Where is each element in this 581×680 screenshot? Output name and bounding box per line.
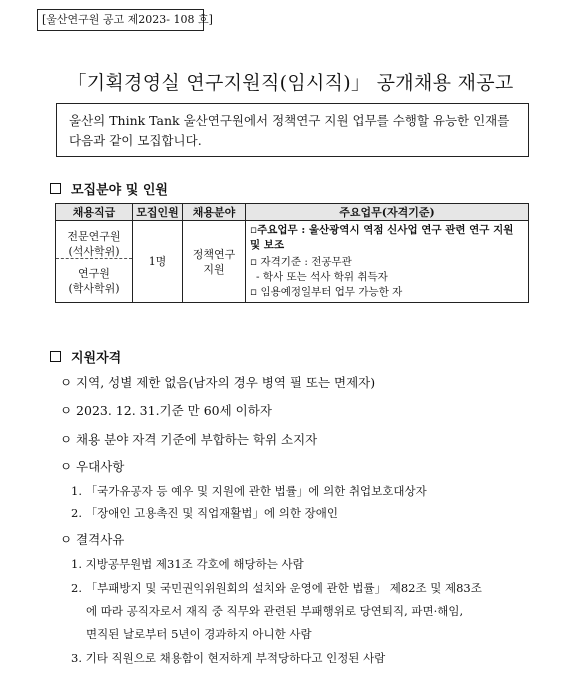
table-header: 채용직급 xyxy=(56,204,133,221)
preference-item: 2. 「장애인 고용촉진 및 직업재활법」에 의한 장애인 xyxy=(71,506,338,520)
disqualification-item: 3. 기타 직원으로 채용함이 현저하게 부적당하다고 인정된 사람 xyxy=(71,651,386,665)
disqualification-item: 1. 지방공무원법 제31조 각호에 해당하는 사람 xyxy=(71,557,304,571)
recruitment-table xyxy=(55,203,529,303)
preference-label: ㅇ 우대사항 xyxy=(60,459,125,474)
checkbox-square-icon xyxy=(50,183,61,194)
grade-cell xyxy=(56,221,133,303)
section-heading-eligibility xyxy=(50,347,121,366)
page-title: 「기획경영실 연구지원직(임시직)」 공개채용 재공고 xyxy=(67,72,514,94)
duty-degree: - 학사 또는 석사 학위 취득자 xyxy=(256,271,388,283)
disqualification-item-cont: 면직된 날로부터 5년이 경과하지 아니한 사람 xyxy=(86,627,312,641)
table-header-row xyxy=(56,204,529,221)
preference-item: 1. 「국가유공자 등 예우 및 지원에 관한 법률」에 의한 취업보호대상자 xyxy=(71,484,427,498)
duties-cell xyxy=(246,221,529,303)
count-cell: 1명 xyxy=(133,221,183,303)
duty-main: ▫주요업무 : 울산광역시 역점 신사업 연구 관련 연구 지원 및 보조 xyxy=(250,224,514,251)
duty-start: ▫ 임용예정일부터 업무 가능한 자 xyxy=(250,286,403,298)
intro-box: 울산의 Think Tank 울산연구원에서 정책연구 지원 업무를 수행할 유능한 인재를 다음과 같이 모집합니다. xyxy=(56,103,529,157)
checkbox-square-icon xyxy=(50,351,61,362)
grade-researcher: 연구원 (학사학위) xyxy=(68,266,120,295)
section-heading-text: 모집분야 및 인원 xyxy=(71,183,168,198)
disqualification-item-cont: 에 따라 공직자로서 재직 중 직무와 관련된 부패행위로 당연퇴직, 파면·해임, xyxy=(86,604,464,618)
section-heading-recruitment xyxy=(50,179,168,198)
eligibility-item: ㅇ 지역, 성별 제한 없음(남자의 경우 병역 필 또는 면제자) xyxy=(60,375,376,390)
table-header: 모집인원 xyxy=(133,204,183,221)
eligibility-item: ㅇ 2023. 12. 31.기준 만 60세 이하자 xyxy=(60,403,272,418)
table-header: 주요업무(자격기준) xyxy=(246,204,529,221)
disqualification-item: 2. 「부패방지 및 국민권익위원회의 설치와 운영에 관한 법률」 제82조 및 제83조 xyxy=(71,581,482,595)
table-header: 채용분야 xyxy=(183,204,246,221)
table-row xyxy=(56,221,529,303)
grade-senior: 전문연구원 (석사학위) xyxy=(56,223,132,259)
duty-qualification: ▫ 자격기준 : 전공무관 xyxy=(250,256,352,268)
disqualification-label: ㅇ 결격사유 xyxy=(60,532,125,547)
field-cell: 정책연구 지원 xyxy=(183,221,246,303)
section-heading-text: 지원자격 xyxy=(71,351,122,366)
eligibility-item: ㅇ 채용 분야 자격 기준에 부합하는 학위 소지자 xyxy=(60,432,318,447)
notice-number: [울산연구원 공고 제2023- 108 호] xyxy=(37,9,204,31)
